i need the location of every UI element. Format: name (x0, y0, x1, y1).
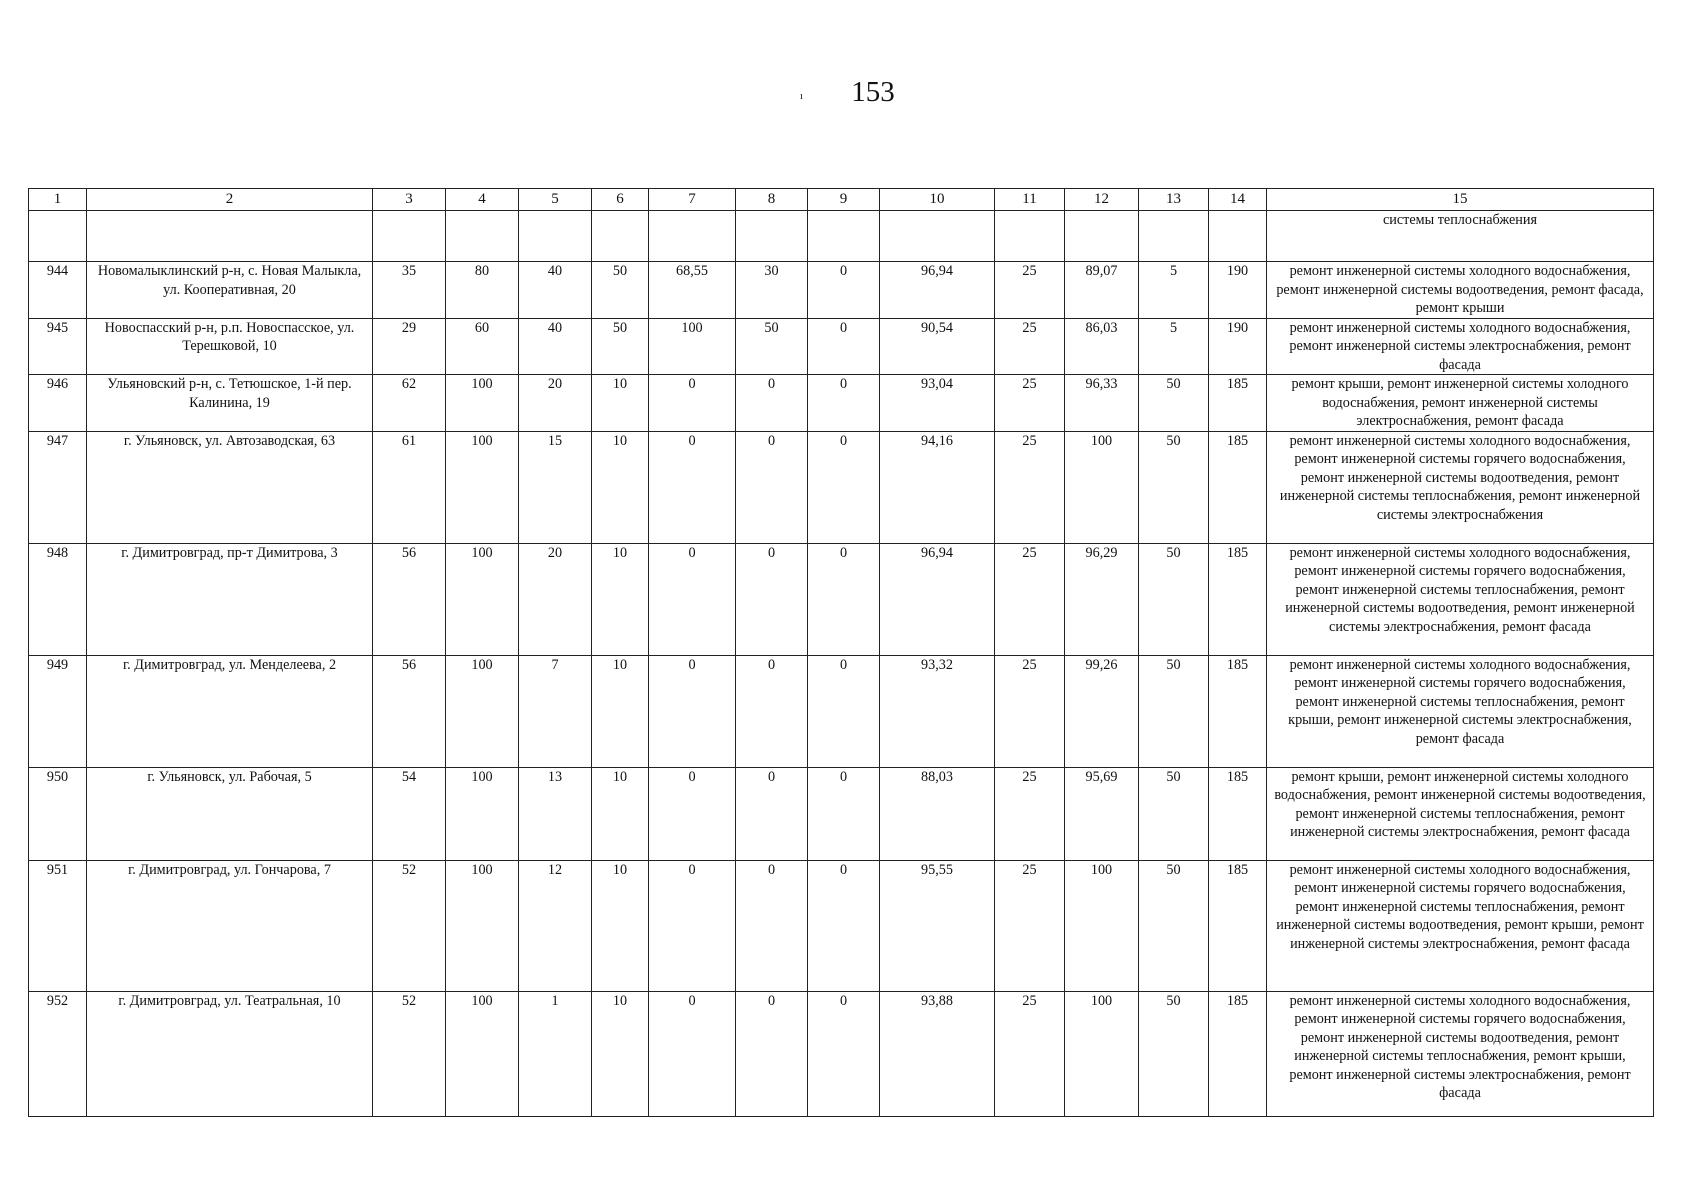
table-cell: 25 (995, 431, 1065, 543)
table-cell: 0 (736, 543, 808, 655)
table-cell: 185 (1209, 991, 1267, 1116)
table-cell: 25 (995, 543, 1065, 655)
table-cell: 96,94 (880, 543, 995, 655)
table-cell: 50 (592, 318, 649, 375)
table-cell: 20 (519, 543, 592, 655)
table-cell (808, 211, 880, 262)
table-cell: 25 (995, 262, 1065, 319)
table-cell: 56 (373, 543, 446, 655)
row-number: 948 (29, 543, 87, 655)
column-number-row (29, 189, 1654, 211)
table-cell: 100 (1065, 860, 1139, 991)
table-cell: 0 (808, 655, 880, 767)
table-cell: 185 (1209, 543, 1267, 655)
table-cell: 25 (995, 655, 1065, 767)
table-cell: 0 (736, 991, 808, 1116)
table-cell (87, 211, 373, 262)
column-header: 10 (880, 189, 995, 211)
table-cell: 50 (1139, 655, 1209, 767)
address-cell: г. Димитровград, пр-т Димитрова, 3 (87, 543, 373, 655)
table-cell: 0 (736, 860, 808, 991)
table-cell: 0 (649, 767, 736, 860)
table-cell: 185 (1209, 375, 1267, 432)
table-cell: 0 (808, 431, 880, 543)
table-cell: 80 (446, 262, 519, 319)
address-cell: г. Ульяновск, ул. Автозаводская, 63 (87, 431, 373, 543)
table-cell: 100 (446, 767, 519, 860)
table-cell: 93,88 (880, 991, 995, 1116)
works-cell: ремонт инженерной системы холодного водоснабжения, ремонт инженерной системы водоотведения, ремонт фасада, ремонт крыши (1267, 262, 1654, 319)
row-number: 950 (29, 767, 87, 860)
column-header: 12 (1065, 189, 1139, 211)
column-header: 9 (808, 189, 880, 211)
table-cell: 100 (446, 860, 519, 991)
table-cell (1139, 211, 1209, 262)
table-row (29, 318, 1654, 375)
works-cell: системы теплоснабжения (1267, 211, 1654, 262)
column-header: 3 (373, 189, 446, 211)
address-cell: г. Димитровград, ул. Менделеева, 2 (87, 655, 373, 767)
table-cell: 100 (1065, 431, 1139, 543)
table-cell: 185 (1209, 767, 1267, 860)
table-cell: 50 (1139, 543, 1209, 655)
table-cell: 56 (373, 655, 446, 767)
works-cell: ремонт инженерной системы холодного водоснабжения, ремонт инженерной системы горячего водоснабжения, ремонт инженерной системы водоотведения, ремонт инженерной системы теплоснабжения, ремонт инженерной системы электроснабжения (1267, 431, 1654, 543)
table-cell: 25 (995, 860, 1065, 991)
column-header: 6 (592, 189, 649, 211)
table-cell: 12 (519, 860, 592, 991)
table-cell: 185 (1209, 655, 1267, 767)
table-cell: 0 (808, 543, 880, 655)
table-cell: 0 (808, 860, 880, 991)
address-cell: Новоспасский р-н, р.п. Новоспасское, ул. Терешковой, 10 (87, 318, 373, 375)
table-cell: 0 (649, 431, 736, 543)
table-cell: 30 (736, 262, 808, 319)
continuation-row (29, 211, 1654, 262)
table-cell: 0 (649, 991, 736, 1116)
table-cell (1209, 211, 1267, 262)
table-cell: 0 (736, 655, 808, 767)
table-row (29, 860, 1654, 991)
table-cell: 35 (373, 262, 446, 319)
table-cell: 185 (1209, 431, 1267, 543)
table-row (29, 655, 1654, 767)
table-cell: 100 (446, 991, 519, 1116)
table-cell: 60 (446, 318, 519, 375)
table-cell: 0 (808, 991, 880, 1116)
row-number: 944 (29, 262, 87, 319)
table-cell: 40 (519, 318, 592, 375)
table-cell: 25 (995, 375, 1065, 432)
table-cell: 99,26 (1065, 655, 1139, 767)
table-cell: 10 (592, 431, 649, 543)
table-cell: 68,55 (649, 262, 736, 319)
table-cell: 0 (736, 431, 808, 543)
table-cell: 40 (519, 262, 592, 319)
column-header: 7 (649, 189, 736, 211)
table-cell: 100 (1065, 991, 1139, 1116)
table-cell (519, 211, 592, 262)
works-cell: ремонт инженерной системы холодного водоснабжения, ремонт инженерной системы горячего водоснабжения, ремонт инженерной системы водоотведения, ремонт инженерной системы теплоснабжения, ремонт крыши, ремонт инженерной системы электроснабжения, ремонт фасада (1267, 991, 1654, 1116)
table-cell: 52 (373, 860, 446, 991)
table-cell: 93,32 (880, 655, 995, 767)
table-cell: 50 (1139, 860, 1209, 991)
table-cell: 10 (592, 767, 649, 860)
works-cell: ремонт крыши, ремонт инженерной системы холодного водоснабжения, ремонт инженерной системы электроснабжения, ремонт фасада (1267, 375, 1654, 432)
table-cell: 190 (1209, 262, 1267, 319)
table-cell: 0 (649, 860, 736, 991)
table-cell: 0 (808, 318, 880, 375)
table-cell (995, 211, 1065, 262)
table-cell: 0 (736, 375, 808, 432)
row-number: 947 (29, 431, 87, 543)
table-cell (880, 211, 995, 262)
table-cell: 90,54 (880, 318, 995, 375)
address-cell: Новомалыклинский р-н, с. Новая Малыкла, ул. Кооперативная, 20 (87, 262, 373, 319)
table-cell: 10 (592, 655, 649, 767)
registry-table (28, 188, 1654, 1117)
column-header: 13 (1139, 189, 1209, 211)
table-cell: 25 (995, 318, 1065, 375)
table-cell (446, 211, 519, 262)
column-header: 2 (87, 189, 373, 211)
table-cell: 25 (995, 767, 1065, 860)
address-cell: г. Димитровград, ул. Гончарова, 7 (87, 860, 373, 991)
column-header: 1 (29, 189, 87, 211)
table-cell: 100 (649, 318, 736, 375)
table-cell: 29 (373, 318, 446, 375)
table-row (29, 991, 1654, 1116)
table-cell: 96,29 (1065, 543, 1139, 655)
table-cell: 52 (373, 991, 446, 1116)
table-row (29, 431, 1654, 543)
table-cell: 62 (373, 375, 446, 432)
table-cell (736, 211, 808, 262)
column-header: 11 (995, 189, 1065, 211)
table-cell: 0 (649, 543, 736, 655)
table-cell: 88,03 (880, 767, 995, 860)
table-cell: 190 (1209, 318, 1267, 375)
table-cell: 10 (592, 860, 649, 991)
table-cell (1065, 211, 1139, 262)
table-cell: 96,33 (1065, 375, 1139, 432)
row-number: 946 (29, 375, 87, 432)
table-cell: 50 (736, 318, 808, 375)
table-cell: 50 (1139, 767, 1209, 860)
table-cell: 93,04 (880, 375, 995, 432)
address-cell: г. Димитровград, ул. Театральная, 10 (87, 991, 373, 1116)
table-cell: 15 (519, 431, 592, 543)
table-cell (29, 211, 87, 262)
table-cell: 100 (446, 375, 519, 432)
table-cell: 0 (649, 655, 736, 767)
table-cell: 0 (736, 767, 808, 860)
works-cell: ремонт инженерной системы холодного водоснабжения, ремонт инженерной системы горячего водоснабжения, ремонт инженерной системы теплоснабжения, ремонт инженерной системы водоотведения, ремонт инженерной системы электроснабжения, ремонт фасада (1267, 543, 1654, 655)
table-cell: 50 (1139, 375, 1209, 432)
column-header: 14 (1209, 189, 1267, 211)
works-cell: ремонт инженерной системы холодного водоснабжения, ремонт инженерной системы горячего водоснабжения, ремонт инженерной системы теплоснабжения, ремонт инженерной системы водоотведения, ремонт крыши, ремонт инженерной системы электроснабжения, ремонт фасада (1267, 860, 1654, 991)
table-cell (373, 211, 446, 262)
page-number: 153 (851, 76, 895, 108)
table-cell: 10 (592, 543, 649, 655)
table-cell: 89,07 (1065, 262, 1139, 319)
table-cell: 96,94 (880, 262, 995, 319)
table-cell (649, 211, 736, 262)
table-cell: 20 (519, 375, 592, 432)
table-cell: 5 (1139, 262, 1209, 319)
table-cell: 25 (995, 991, 1065, 1116)
works-cell: ремонт инженерной системы холодного водоснабжения, ремонт инженерной системы горячего водоснабжения, ремонт инженерной системы теплоснабжения, ремонт крыши, ремонт инженерной системы электроснабжения, ремонт фасада (1267, 655, 1654, 767)
table-cell: 5 (1139, 318, 1209, 375)
works-cell: ремонт крыши, ремонт инженерной системы холодного водоснабжения, ремонт инженерной системы водоотведения, ремонт инженерной системы теплоснабжения, ремонт инженерной системы электроснабжения, ремонт фасада (1267, 767, 1654, 860)
table-row (29, 543, 1654, 655)
table-cell: 100 (446, 543, 519, 655)
column-header: 15 (1267, 189, 1654, 211)
table-cell: 13 (519, 767, 592, 860)
table-cell: 0 (808, 262, 880, 319)
table-cell: 95,55 (880, 860, 995, 991)
table-cell: 61 (373, 431, 446, 543)
address-cell: г. Ульяновск, ул. Рабочая, 5 (87, 767, 373, 860)
table-cell: 50 (1139, 431, 1209, 543)
row-number: 945 (29, 318, 87, 375)
table-cell: 54 (373, 767, 446, 860)
column-header: 4 (446, 189, 519, 211)
table-row (29, 262, 1654, 319)
table-row (29, 375, 1654, 432)
table-cell: 100 (446, 655, 519, 767)
table-cell: 50 (592, 262, 649, 319)
table-cell: 95,69 (1065, 767, 1139, 860)
row-number: 952 (29, 991, 87, 1116)
table-cell: 0 (649, 375, 736, 432)
works-cell: ремонт инженерной системы холодного водоснабжения, ремонт инженерной системы электроснабжения, ремонт фасада (1267, 318, 1654, 375)
scan-speck: ı (800, 91, 803, 102)
row-number: 951 (29, 860, 87, 991)
table-cell: 10 (592, 991, 649, 1116)
column-header: 8 (736, 189, 808, 211)
table-cell: 86,03 (1065, 318, 1139, 375)
table-cell (592, 211, 649, 262)
row-number: 949 (29, 655, 87, 767)
table-cell: 1 (519, 991, 592, 1116)
table-cell: 0 (808, 375, 880, 432)
address-cell: Ульяновский р-н, с. Тетюшское, 1-й пер. Калинина, 19 (87, 375, 373, 432)
table-cell: 7 (519, 655, 592, 767)
table-cell: 94,16 (880, 431, 995, 543)
table-cell: 0 (808, 767, 880, 860)
table-cell: 50 (1139, 991, 1209, 1116)
table-cell: 10 (592, 375, 649, 432)
table-row (29, 767, 1654, 860)
column-header: 5 (519, 189, 592, 211)
table-cell: 185 (1209, 860, 1267, 991)
table-cell: 100 (446, 431, 519, 543)
